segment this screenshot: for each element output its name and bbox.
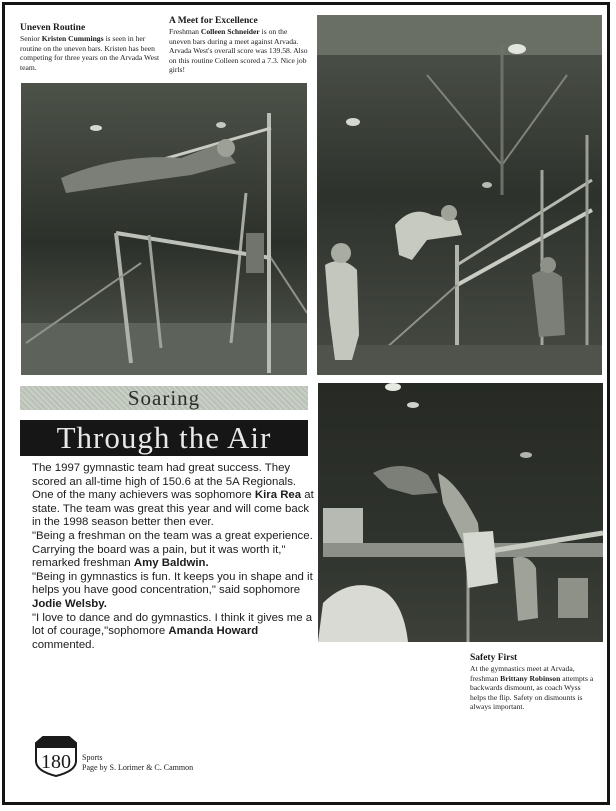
- story-paragraph: "Being a freshman on the team was a great experience. Carrying the board was a pain, but it was worth it," remarked freshman Amy Baldwin.: [32, 529, 313, 570]
- caption-title: Uneven Routine: [20, 23, 86, 33]
- page-number-shield-icon: [33, 735, 79, 777]
- headline-small-text: Soaring: [127, 386, 201, 410]
- story-paragraph: "I love to dance and do gymnastics. I think it gives me a lot of courage,"sophomore Amanda Howard commented.: [32, 611, 313, 651]
- headline-large-text: Through the Air: [56, 420, 272, 455]
- caption-body: Senior Kristen Cummings is seen in her routine on the uneven bars. Kristen has been competing for three years on the Arvada West team.: [20, 34, 160, 72]
- page-number-badge: [33, 735, 79, 777]
- caption-title: A Meet for Excellence: [169, 16, 258, 26]
- photo-meet-bars: [317, 15, 602, 375]
- photo-dismount: [318, 383, 603, 642]
- caption-safety-first: [470, 653, 598, 712]
- page-number: 180: [41, 751, 71, 773]
- story-paragraph: "Being in gymnastics is fun. It keeps you in shape and it helps you have good concentration," said sophomore Jodie Welsby.: [32, 570, 313, 610]
- story-paragraph: The 1997 gymnastic team had great success. They scored an all-time high of 150.6 at the 5A Regionals. One of the many achievers was sophomore Kira Rea at state. The team was great this year and will come back in the 1998 season better then ever.: [32, 462, 314, 529]
- caption-meet-excellence: [169, 16, 309, 75]
- page-footer-text: [82, 753, 193, 773]
- headline-through-the-air: [20, 420, 308, 456]
- section-name: Sports: [82, 753, 103, 762]
- caption-uneven-routine: [20, 23, 168, 72]
- headline-soaring: [20, 386, 308, 410]
- caption-title: Safety First: [470, 653, 518, 663]
- caption-body: Freshman Colleen Schneider is on the uneven bars during a meet against Arvada. Arvada West's overall score was 139.58. Also on this routine Colleen scored a 7.3. Nice job girls!: [169, 27, 308, 75]
- caption-body: At the gymnastics meet at Arvada, freshman Brittany Robinson attempts a backwards dismount, as coach Wyss helps the flip. Safety on dismounts is always important.: [470, 664, 594, 712]
- story-text: [32, 462, 314, 652]
- photo-uneven-bars: [21, 83, 307, 375]
- page-credit: Page by S. Lorimer & C. Cammon: [82, 763, 194, 772]
